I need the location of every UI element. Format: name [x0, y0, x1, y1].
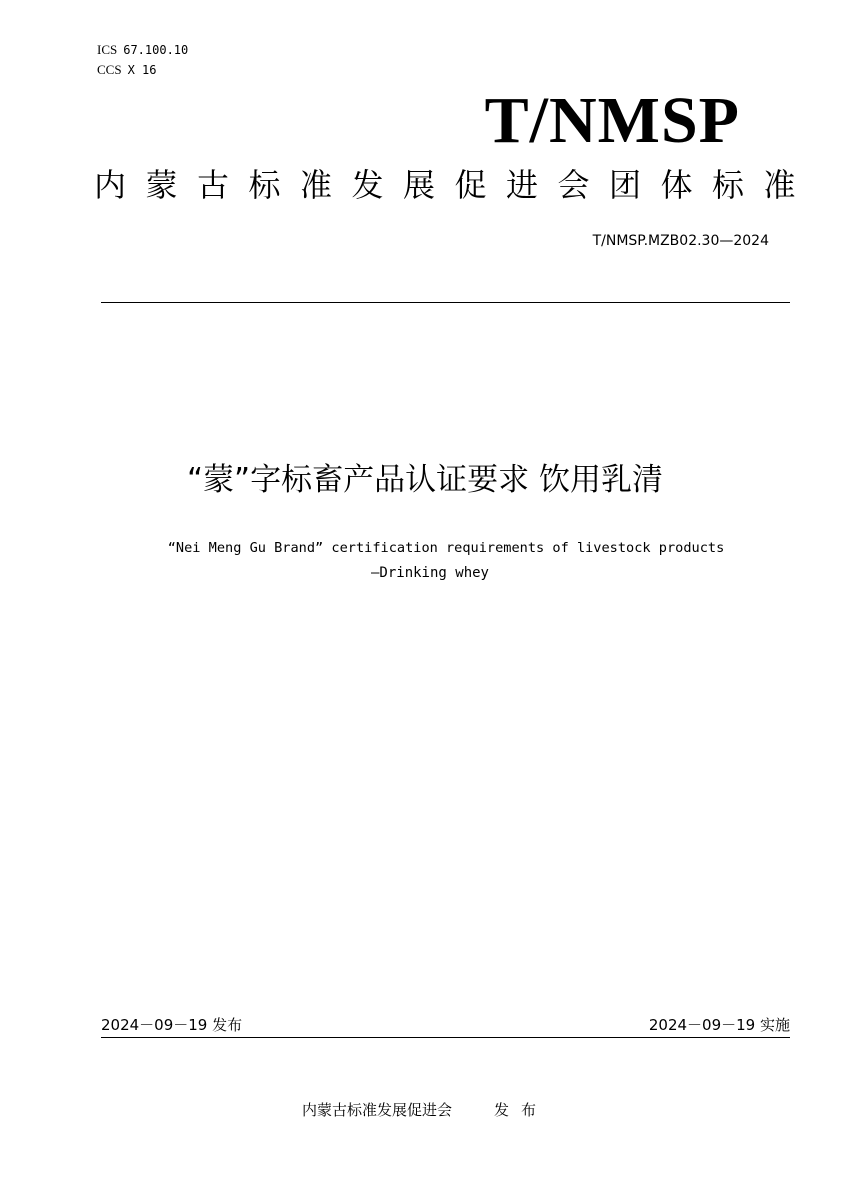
- bottom-divider: [101, 1037, 790, 1038]
- ccs-line: [97, 62, 156, 78]
- ics-line: [97, 42, 188, 58]
- ics-label: ICS: [97, 42, 118, 57]
- standard-logo: T/NMSP: [484, 84, 740, 157]
- publisher-organization: 内蒙古标准发展促进会: [301, 1101, 452, 1119]
- ics-value: 67.100.10: [123, 43, 189, 57]
- publisher-line: [0, 1100, 850, 1120]
- implement-date: 2024－09－19 实施: [648, 1016, 790, 1034]
- ccs-value: X 16: [127, 63, 157, 77]
- organization-title: 内蒙古标准发展促进会团体标准: [94, 166, 816, 204]
- publisher-action: 发布: [494, 1101, 549, 1119]
- standard-number: T/NMSP.MZB02.30—2024: [592, 233, 769, 249]
- document-title-chinese: “蒙”字标畜产品认证要求 饮用乳清: [187, 462, 663, 498]
- top-divider: [101, 302, 790, 303]
- publish-date: 2024－09－19 发布: [101, 1016, 243, 1034]
- document-title-english-line2: —Drinking whey: [370, 565, 489, 581]
- ccs-label: CCS: [97, 62, 122, 77]
- document-title-english-line1: “Nei Meng Gu Brand” certification requirements of livestock products: [167, 540, 725, 556]
